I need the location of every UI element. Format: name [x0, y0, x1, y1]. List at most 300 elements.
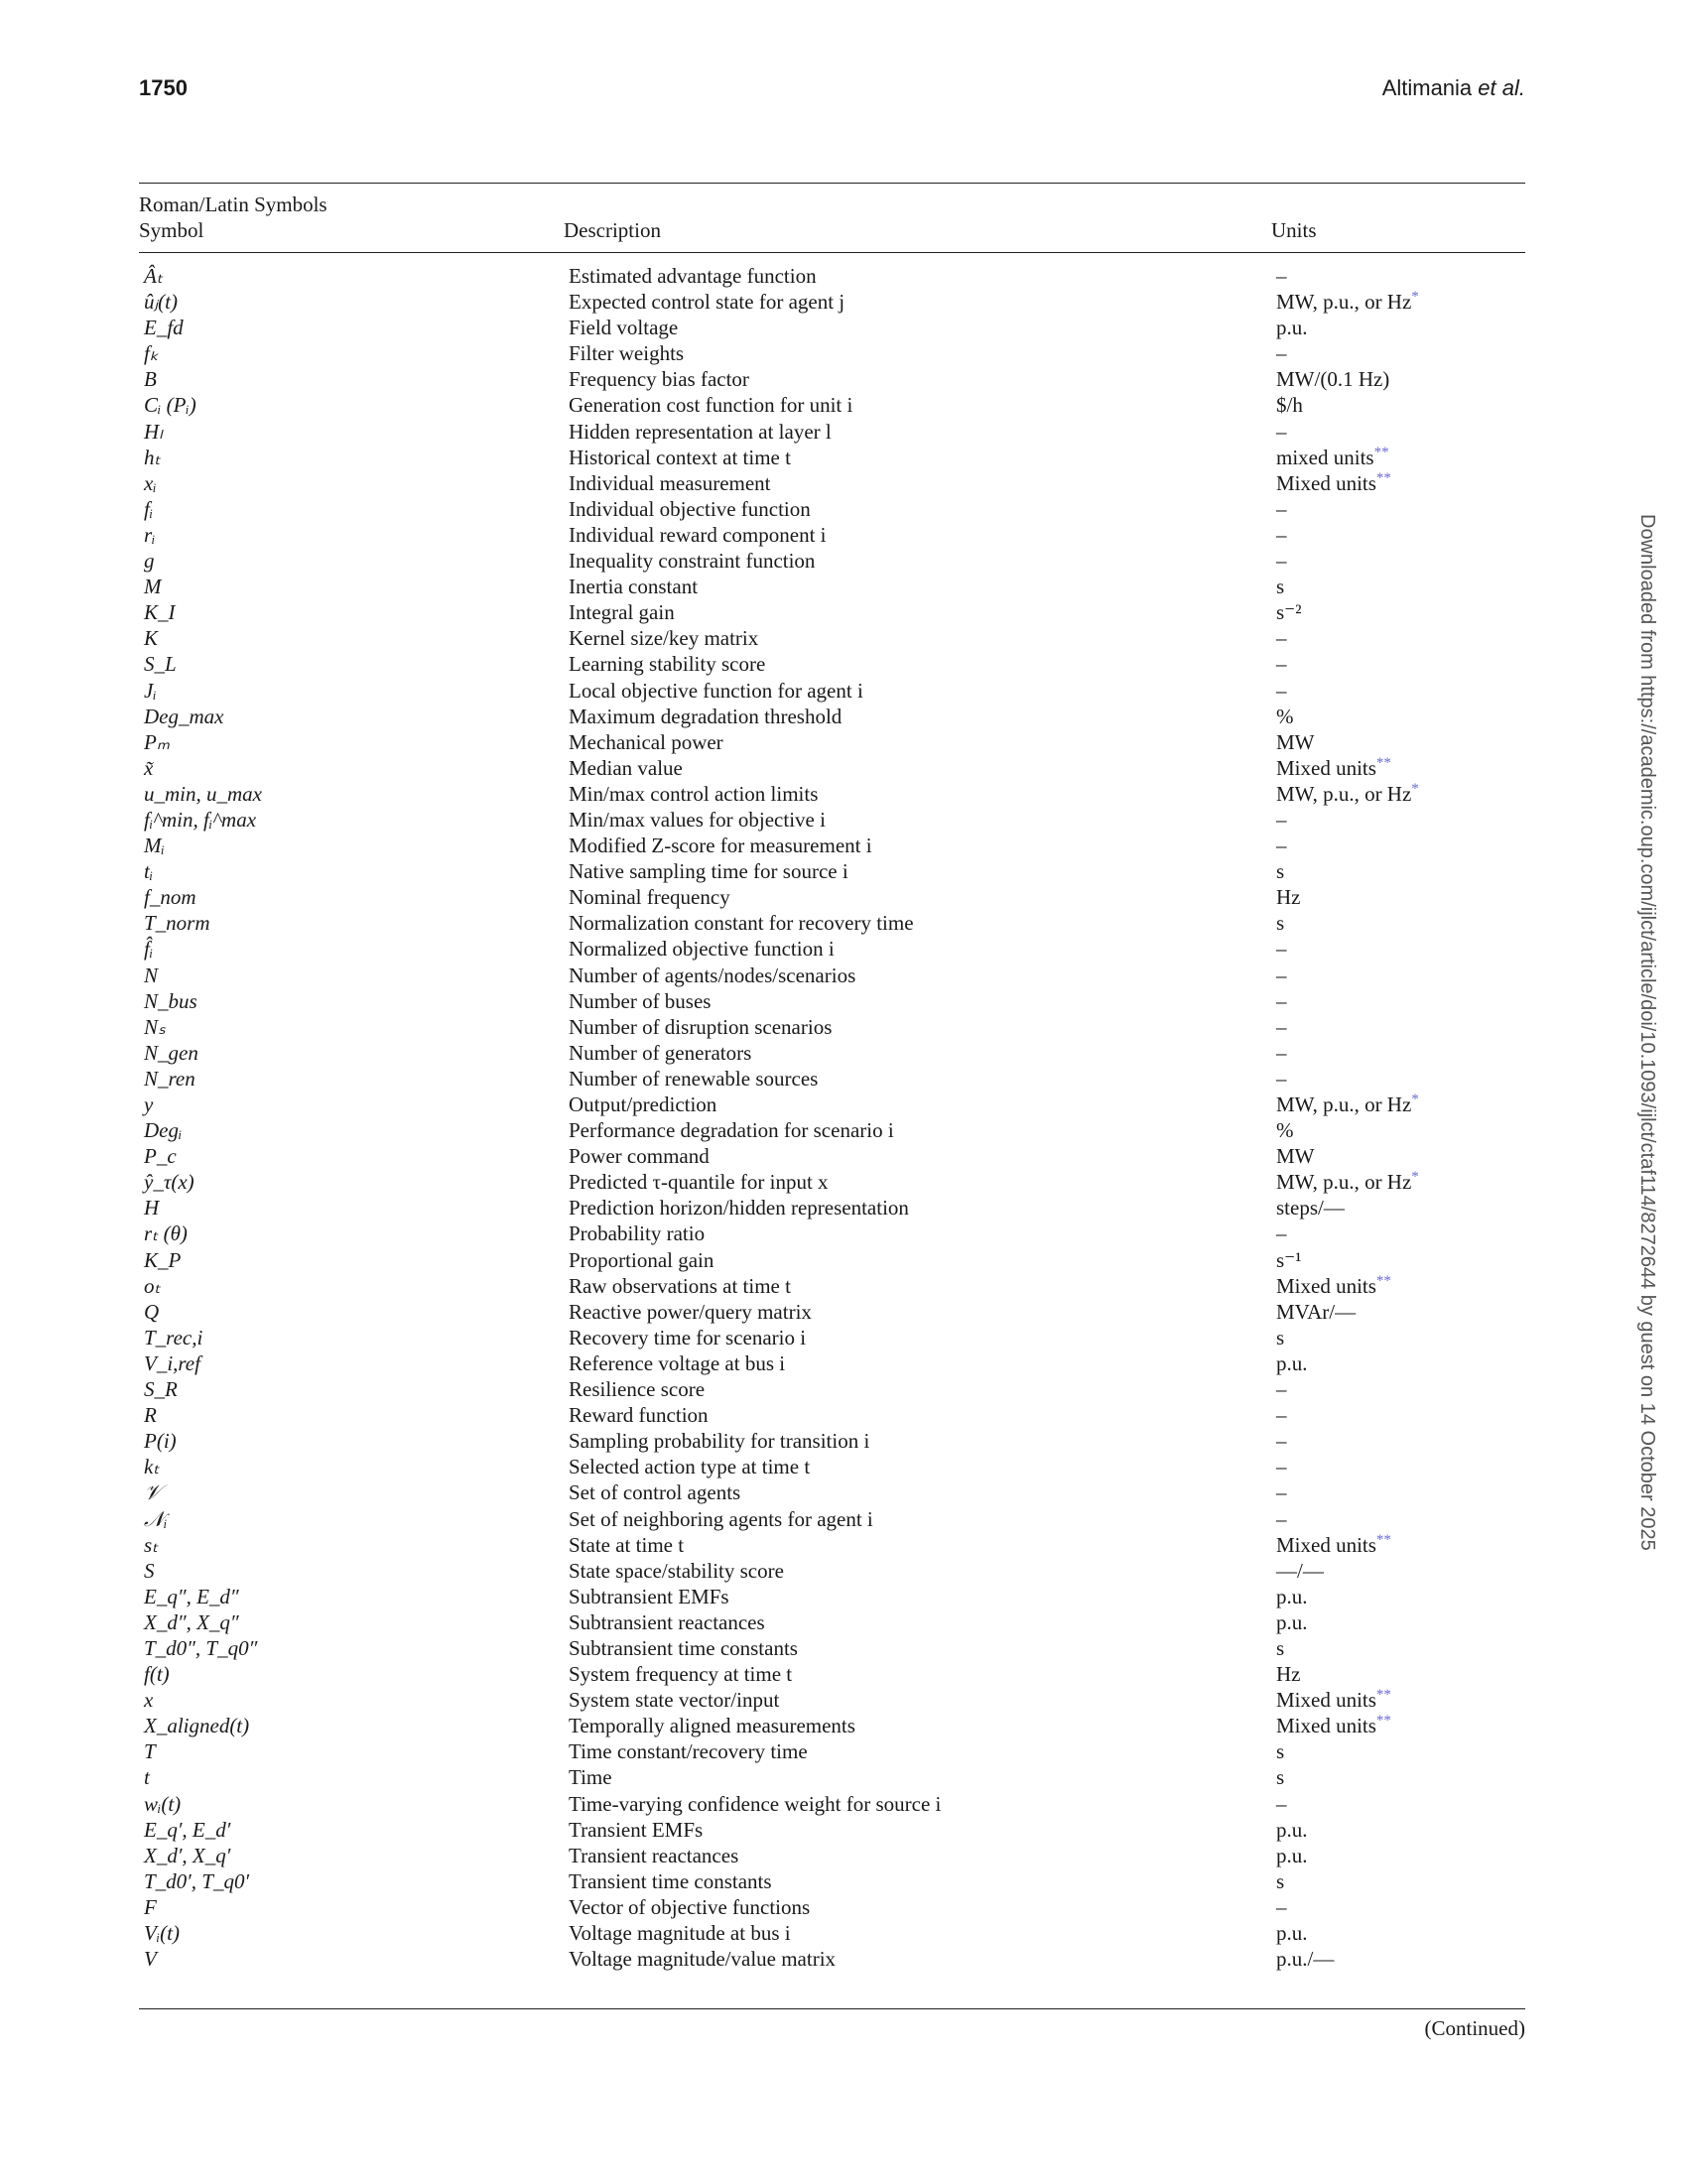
table-row: [139, 1738, 1525, 1764]
description-cell: Individual reward component i: [569, 522, 827, 547]
units-cell: [1276, 1713, 1391, 1738]
symbol-cell: x: [144, 1688, 154, 1713]
units-cell: [1276, 1402, 1287, 1428]
description-cell: Reference voltage at bus i: [569, 1350, 786, 1375]
units-cell: [1276, 1169, 1419, 1195]
symbol-cell: N_bus: [144, 988, 197, 1013]
table-row: [139, 988, 1525, 1014]
description-cell: Subtransient time constants: [569, 1635, 798, 1660]
units-cell: [1276, 1532, 1391, 1558]
description-cell: State space/stability score: [569, 1558, 784, 1583]
symbol-cell: T_d0″, T_q0″: [144, 1635, 258, 1660]
description-cell: Selected action type at time t: [569, 1455, 811, 1479]
description-cell: Individual measurement: [569, 470, 771, 495]
symbol-cell: fᵢ: [144, 496, 154, 521]
description-cell: Number of renewable sources: [569, 1066, 819, 1091]
units-cell: [1276, 1143, 1315, 1169]
symbol-cell: rₜ (θ): [144, 1221, 188, 1246]
units-value: p.u.: [1276, 1843, 1308, 1867]
table-row: [139, 1040, 1525, 1066]
symbol-cell: V: [144, 1947, 157, 1972]
units-value: s: [1276, 1739, 1285, 1764]
units-value: steps/—: [1276, 1196, 1345, 1220]
table-row: [139, 1066, 1525, 1092]
table-row: [139, 858, 1525, 884]
table-row: [139, 1428, 1525, 1454]
units-value: MW, p.u., or Hz: [1276, 1170, 1412, 1195]
description-cell: Transient EMFs: [569, 1817, 704, 1842]
units-value: –: [1276, 264, 1287, 288]
units-value: –: [1276, 341, 1287, 366]
units-cell: [1276, 704, 1294, 729]
units-cell: [1276, 833, 1287, 858]
units-value: MW: [1276, 729, 1315, 754]
units-value: p.u.: [1276, 1921, 1308, 1945]
table-row: [139, 1143, 1525, 1169]
table-row: [139, 1169, 1525, 1195]
units-cell: [1276, 1764, 1284, 1790]
units-value: s: [1276, 1868, 1285, 1893]
table-bottom-rule: [139, 2008, 1525, 2009]
symbol-cell: Deg_max: [144, 704, 224, 728]
symbol-cell: P(i): [144, 1429, 177, 1454]
units-cell: [1276, 548, 1287, 574]
symbol-cell: K: [144, 626, 159, 651]
units-cell: [1276, 392, 1303, 418]
table-row: [139, 1661, 1525, 1687]
units-value: –: [1276, 1066, 1287, 1091]
description-cell: Temporally aligned measurements: [569, 1714, 855, 1738]
units-cell: [1276, 1247, 1302, 1273]
units-value: s: [1276, 911, 1285, 936]
units-cell: [1276, 1428, 1287, 1454]
table-row: [139, 807, 1525, 833]
description-cell: Set of neighboring agents for agent i: [569, 1506, 873, 1531]
table-header-rule: [139, 252, 1525, 253]
table-row: [139, 1479, 1525, 1505]
units-cell: [1276, 1092, 1419, 1117]
table-row: [139, 1506, 1525, 1532]
units-cell: [1276, 678, 1287, 704]
description-cell: Normalized objective function i: [569, 937, 835, 962]
units-value: s⁻²: [1276, 600, 1302, 625]
symbol-cell: T_rec,i: [144, 1325, 203, 1349]
symbol-cell: M: [144, 575, 162, 599]
table-row: [139, 1791, 1525, 1817]
symbol-cell: E_fd: [144, 316, 184, 340]
units-cell: [1276, 366, 1389, 392]
description-cell: Performance degradation for scenario i: [569, 1118, 894, 1143]
units-cell: [1276, 522, 1287, 548]
description-cell: Sampling probability for transition i: [569, 1429, 870, 1454]
units-value: —/—: [1276, 1558, 1324, 1583]
description-cell: Subtransient reactances: [569, 1609, 765, 1634]
download-watermark: Downloaded from https://academic.oup.com/ijlct/article/doi/10.1093/ijlct/ctaf114/8272644 by guest on 14 October 2025: [1636, 514, 1658, 1551]
table-row: [139, 522, 1525, 548]
table-row: [139, 366, 1525, 392]
table-row: [139, 392, 1525, 418]
units-cell: [1276, 1661, 1301, 1687]
description-cell: Set of control agents: [569, 1480, 741, 1505]
symbol-cell: V_i,ref: [144, 1350, 200, 1375]
units-value: –: [1276, 1429, 1287, 1454]
units-value: p.u.: [1276, 1609, 1308, 1634]
symbol-cell: sₜ: [144, 1532, 159, 1557]
table-row: [139, 625, 1525, 651]
units-cell: [1276, 755, 1391, 781]
table-row: [139, 340, 1525, 366]
symbol-cell: T: [144, 1739, 156, 1764]
units-cell: [1276, 1558, 1324, 1584]
footnote-marker: *: [1411, 1169, 1419, 1186]
description-cell: Native sampling time for source i: [569, 859, 848, 884]
footnote-marker: **: [1375, 469, 1391, 486]
description-cell: Voltage magnitude at bus i: [569, 1921, 791, 1945]
units-cell: [1276, 263, 1287, 289]
symbol-cell: ûⱼ(t): [144, 290, 178, 315]
continued-label: (Continued): [1424, 2016, 1525, 2040]
table-row: [139, 704, 1525, 729]
units-cell: [1276, 1635, 1284, 1661]
description-cell: Proportional gain: [569, 1247, 714, 1272]
units-value: –: [1276, 419, 1287, 444]
symbol-cell: rᵢ: [144, 522, 156, 547]
units-cell: [1276, 988, 1287, 1014]
symbol-cell: B: [144, 367, 157, 392]
symbol-cell: X_d′, X_q′: [144, 1843, 231, 1867]
symbol-cell: N_gen: [144, 1040, 198, 1065]
units-value: Hz: [1276, 885, 1301, 910]
description-cell: Time constant/recovery time: [569, 1739, 808, 1764]
units-cell: [1276, 419, 1287, 445]
table-row: [139, 548, 1525, 574]
units-value: –: [1276, 496, 1287, 521]
description-cell: Subtransient EMFs: [569, 1584, 729, 1608]
description-cell: Number of agents/nodes/scenarios: [569, 963, 856, 987]
units-value: Hz: [1276, 1662, 1301, 1687]
units-cell: [1276, 1687, 1391, 1713]
description-cell: Maximum degradation threshold: [569, 704, 843, 728]
table-row: [139, 1558, 1525, 1584]
units-cell: [1276, 1325, 1284, 1350]
units-cell: [1276, 1609, 1308, 1635]
symbol-cell: t: [144, 1765, 150, 1790]
symbol-cell: E_q′, E_d′: [144, 1817, 231, 1842]
table-row: [139, 755, 1525, 781]
table-row: [139, 1247, 1525, 1273]
description-cell: Time: [569, 1765, 612, 1790]
units-cell: [1276, 1376, 1287, 1402]
table-row: [139, 419, 1525, 445]
description-cell: Transient reactances: [569, 1843, 739, 1867]
units-value: –: [1276, 1221, 1287, 1246]
description-cell: Resilience score: [569, 1377, 706, 1402]
description-cell: Time-varying confidence weight for source i: [569, 1791, 942, 1816]
description-cell: Recovery time for scenario i: [569, 1325, 807, 1349]
symbol-cell: Pₘ: [144, 729, 170, 754]
symbol-cell: oₜ: [144, 1273, 161, 1298]
units-cell: [1276, 1195, 1345, 1220]
description-cell: Local objective function for agent i: [569, 678, 863, 703]
symbol-cell: x̃: [144, 755, 154, 780]
description-cell: Inertia constant: [569, 575, 699, 599]
units-value: –: [1276, 1506, 1287, 1531]
description-cell: System frequency at time t: [569, 1662, 793, 1687]
footnote-marker: *: [1411, 1092, 1419, 1107]
units-value: Mixed units: [1276, 470, 1376, 495]
table-row: [139, 445, 1525, 470]
units-value: s: [1276, 575, 1285, 599]
symbol-cell: f(t): [144, 1662, 170, 1687]
description-cell: Raw observations at time t: [569, 1273, 791, 1298]
symbol-cell: hₜ: [144, 445, 161, 469]
author-suffix: et al.: [1478, 75, 1525, 100]
table-row: [139, 1713, 1525, 1738]
table-row: [139, 1092, 1525, 1117]
units-value: s: [1276, 859, 1285, 884]
symbol-cell: S_R: [144, 1377, 178, 1402]
units-value: p.u.: [1276, 1817, 1308, 1842]
units-cell: [1276, 884, 1301, 910]
table-row: [139, 315, 1525, 340]
units-value: –: [1276, 937, 1287, 962]
units-cell: [1276, 470, 1391, 496]
column-header-units: Units: [1271, 218, 1317, 242]
symbol-cell: Mᵢ: [144, 834, 165, 858]
description-cell: Generation cost function for unit i: [569, 393, 853, 418]
units-cell: [1276, 1817, 1308, 1843]
units-value: –: [1276, 1377, 1287, 1402]
symbol-cell: S: [144, 1558, 155, 1583]
table-row: [139, 1868, 1525, 1894]
units-value: p.u.: [1276, 1584, 1308, 1608]
symbol-cell: H: [144, 1196, 160, 1220]
description-cell: Filter weights: [569, 341, 685, 366]
symbol-cell: P_c: [144, 1144, 177, 1169]
units-value: –: [1276, 522, 1287, 547]
description-cell: Estimated advantage function: [569, 264, 817, 288]
table-row: [139, 1195, 1525, 1220]
table-row: [139, 1014, 1525, 1040]
units-cell: [1276, 1506, 1287, 1532]
symbol-cell: X_aligned(t): [144, 1714, 250, 1738]
units-cell: [1276, 340, 1287, 366]
table-row: [139, 1350, 1525, 1376]
footnote-marker: *: [1411, 780, 1419, 797]
description-cell: Nominal frequency: [569, 885, 730, 910]
units-cell: [1276, 910, 1284, 936]
symbol-cell: 𝒱: [144, 1480, 162, 1505]
symbol-cell: K_P: [144, 1247, 182, 1272]
description-cell: Prediction horizon/hidden representation: [569, 1196, 909, 1220]
table-row: [139, 1376, 1525, 1402]
units-value: p.u./—: [1276, 1947, 1335, 1972]
description-cell: Individual objective function: [569, 496, 811, 521]
description-cell: Min/max control action limits: [569, 781, 819, 806]
symbol-cell: f̂ᵢ: [144, 937, 154, 962]
symbol-cell: Degᵢ: [144, 1118, 183, 1143]
units-cell: [1276, 1946, 1334, 1972]
page-number: 1750: [139, 75, 188, 100]
table-row: [139, 781, 1525, 807]
description-cell: Field voltage: [569, 316, 679, 340]
table-row: [139, 1687, 1525, 1713]
table-row: [139, 1843, 1525, 1868]
symbol-cell: R: [144, 1403, 157, 1428]
table-row: [139, 1454, 1525, 1479]
units-value: MW, p.u., or Hz: [1276, 781, 1412, 806]
column-header-symbol: Symbol: [139, 218, 204, 242]
symbol-cell: Q: [144, 1299, 160, 1324]
units-value: MVAr/—: [1276, 1299, 1357, 1324]
description-cell: Hidden representation at layer l: [569, 419, 832, 444]
units-cell: [1276, 1738, 1284, 1764]
table-row: [139, 936, 1525, 962]
units-value: –: [1276, 1791, 1287, 1816]
table-row: [139, 599, 1525, 625]
symbol-cell: Vᵢ(t): [144, 1921, 180, 1945]
column-header-description: Description: [564, 218, 661, 242]
description-cell: Integral gain: [569, 600, 675, 625]
symbol-cell: xᵢ: [144, 470, 157, 495]
units-value: –: [1276, 652, 1287, 677]
description-cell: Output/prediction: [569, 1092, 717, 1116]
table-row: [139, 1220, 1525, 1246]
symbol-cell: f_nom: [144, 885, 196, 910]
description-cell: Predicted τ-quantile for input x: [569, 1170, 829, 1195]
footnote-marker: **: [1373, 444, 1389, 460]
units-value: –: [1276, 807, 1287, 832]
footnote-marker: *: [1411, 289, 1419, 306]
description-cell: Probability ratio: [569, 1221, 706, 1246]
units-value: %: [1276, 704, 1294, 728]
units-value: Mixed units: [1276, 1532, 1376, 1557]
table-row: [139, 1764, 1525, 1790]
table-row: [139, 1817, 1525, 1843]
description-cell: Vector of objective functions: [569, 1894, 811, 1919]
symbol-cell: wᵢ(t): [144, 1791, 182, 1816]
units-value: s⁻¹: [1276, 1247, 1302, 1272]
symbol-cell: T_d0′, T_q0′: [144, 1868, 250, 1893]
table-row: [139, 470, 1525, 496]
table-title: Roman/Latin Symbols: [139, 193, 327, 216]
units-cell: [1276, 1117, 1294, 1143]
units-value: s: [1276, 1325, 1285, 1349]
table-row: [139, 1584, 1525, 1609]
units-value: –: [1276, 1403, 1287, 1428]
symbol-cell: X_d″, X_q″: [144, 1609, 239, 1634]
units-value: p.u.: [1276, 316, 1308, 340]
table-row: [139, 678, 1525, 704]
description-cell: System state vector/input: [569, 1688, 780, 1713]
symbol-table-body: [139, 263, 1525, 1972]
units-cell: [1276, 858, 1284, 884]
units-cell: [1276, 496, 1287, 522]
units-value: –: [1276, 1455, 1287, 1479]
symbol-cell: Âₜ: [144, 264, 164, 288]
footnote-marker: **: [1375, 1272, 1391, 1289]
units-value: %: [1276, 1118, 1294, 1143]
description-cell: Kernel size/key matrix: [569, 626, 759, 651]
table-row: [139, 496, 1525, 522]
table-row: [139, 963, 1525, 988]
units-value: –: [1276, 626, 1287, 651]
units-cell: [1276, 781, 1419, 807]
units-value: –: [1276, 1040, 1287, 1065]
table-row: [139, 1609, 1525, 1635]
description-cell: Reward function: [569, 1403, 709, 1428]
table-row: [139, 289, 1525, 315]
table-row: [139, 1532, 1525, 1558]
footnote-marker: **: [1375, 1713, 1391, 1730]
units-cell: [1276, 729, 1315, 755]
symbol-cell: 𝒩ᵢ: [144, 1506, 168, 1531]
symbol-cell: g: [144, 549, 155, 574]
units-value: Mixed units: [1276, 1273, 1376, 1298]
footnote-marker: **: [1375, 1687, 1391, 1704]
table-row: [139, 263, 1525, 289]
units-cell: [1276, 651, 1287, 677]
units-value: Mixed units: [1276, 755, 1376, 780]
table-row: [139, 651, 1525, 677]
description-cell: Inequality constraint function: [569, 549, 816, 574]
description-cell: Power command: [569, 1144, 710, 1169]
units-value: MW/(0.1 Hz): [1276, 367, 1390, 392]
description-cell: Normalization constant for recovery time: [569, 911, 914, 936]
units-cell: [1276, 1584, 1308, 1609]
units-cell: [1276, 936, 1287, 962]
units-cell: [1276, 1868, 1284, 1894]
units-cell: [1276, 445, 1389, 470]
description-cell: Frequency bias factor: [569, 367, 749, 392]
table-row: [139, 833, 1525, 858]
units-value: $/h: [1276, 393, 1303, 418]
units-value: s: [1276, 1765, 1285, 1790]
symbol-cell: S_L: [144, 652, 177, 677]
units-cell: [1276, 599, 1302, 625]
description-cell: Number of buses: [569, 988, 712, 1013]
units-value: Mixed units: [1276, 1714, 1376, 1738]
units-cell: [1276, 1920, 1308, 1946]
units-cell: [1276, 574, 1284, 599]
symbol-cell: F: [144, 1894, 157, 1919]
symbol-cell: Cᵢ (Pᵢ): [144, 393, 196, 418]
symbol-cell: ŷ_τ(x): [144, 1170, 195, 1195]
table-row: [139, 1273, 1525, 1299]
symbol-cell: T_norm: [144, 911, 210, 936]
units-value: Mixed units: [1276, 1688, 1376, 1713]
table-row: [139, 574, 1525, 599]
units-cell: [1276, 807, 1287, 833]
symbol-cell: K_I: [144, 600, 176, 625]
units-value: –: [1276, 1480, 1287, 1505]
running-author: [1382, 75, 1525, 101]
units-value: –: [1276, 834, 1287, 858]
table-row: [139, 1946, 1525, 1972]
units-cell: [1276, 1220, 1287, 1246]
units-value: –: [1276, 549, 1287, 574]
units-value: MW: [1276, 1144, 1315, 1169]
units-cell: [1276, 1894, 1287, 1920]
table-row: [139, 1402, 1525, 1428]
units-value: mixed units: [1276, 445, 1374, 469]
symbol-cell: fₖ: [144, 341, 159, 366]
table-row: [139, 884, 1525, 910]
footnote-marker: **: [1375, 754, 1391, 771]
symbol-cell: tᵢ: [144, 859, 154, 884]
units-cell: [1276, 1273, 1391, 1299]
table-row: [139, 1920, 1525, 1946]
